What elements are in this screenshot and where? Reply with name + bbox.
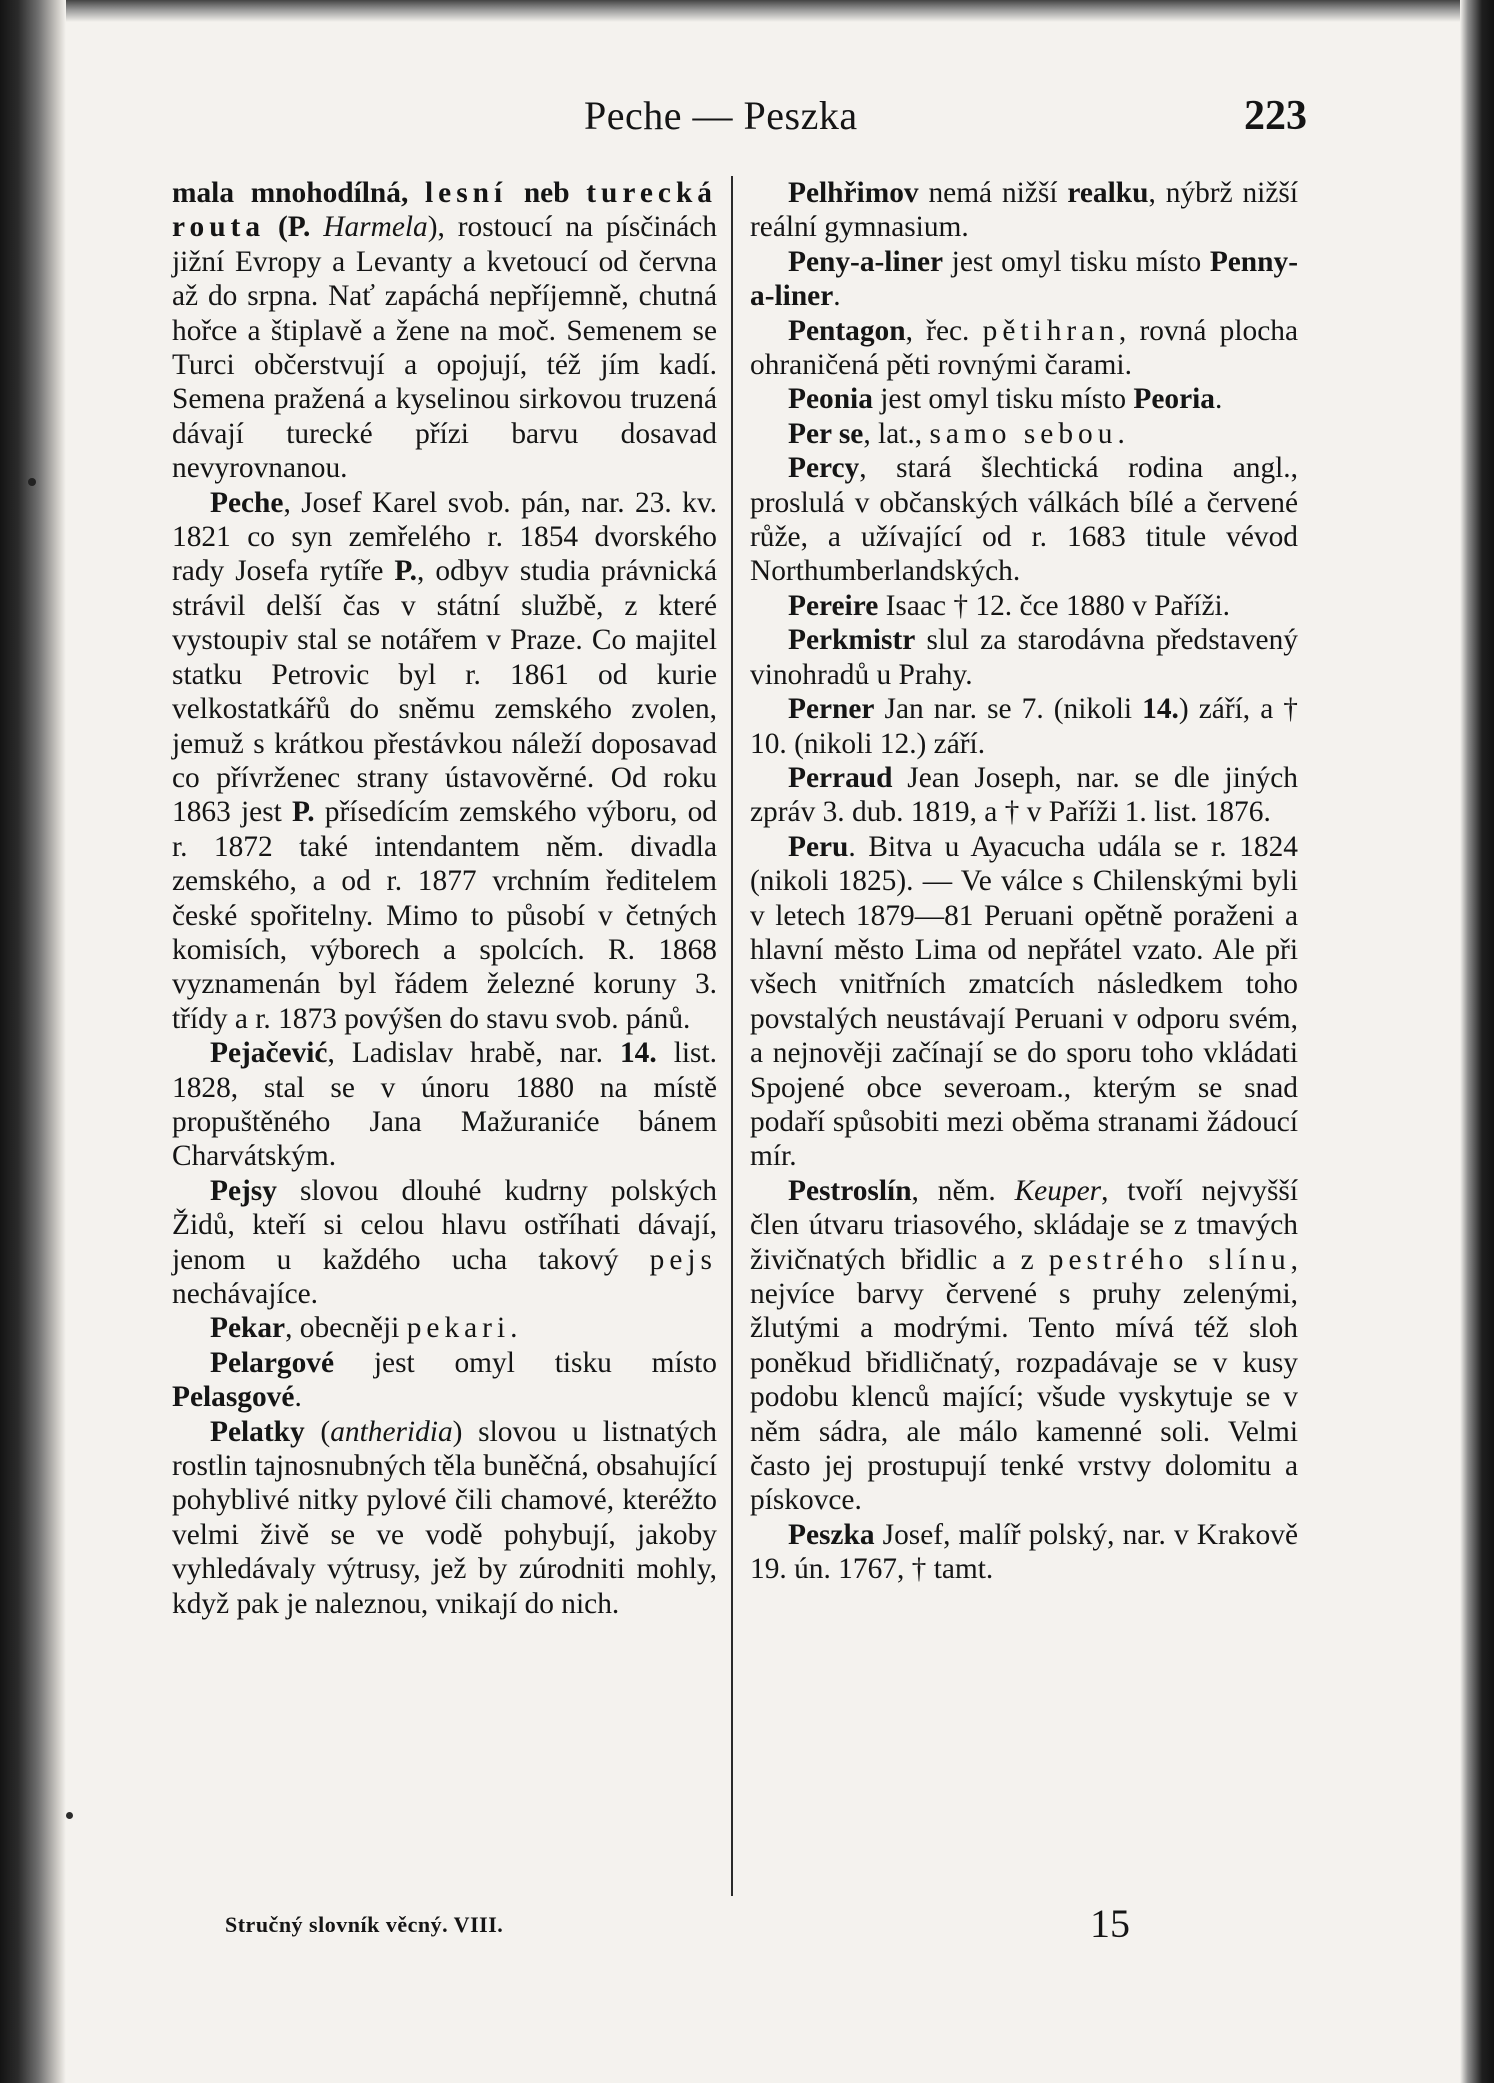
margin-mark — [66, 1812, 73, 1819]
entry-perkmistr: Perkmistr slul za starodávna představený vinohradů u Prahy. — [750, 624, 1298, 691]
scan-edge-left — [0, 0, 66, 2083]
headword: Peonia — [788, 383, 873, 416]
scan-edge-right — [1460, 0, 1494, 2083]
entry-pejacevic: Pejačević, Ladislav hrabě, nar. 14. list. 1828, stal se v únoru 1880 na místě propuštěného Jana Mažuraniće bánem Charvátským. — [172, 1037, 717, 1173]
entry-pelargove: Pelargové jest omyl tisku místo Pelasgové. — [172, 1346, 717, 1414]
headword: Percy — [788, 452, 860, 485]
headword: Pelhřimov — [788, 177, 919, 209]
page-number: 223 — [1244, 93, 1307, 139]
headword: Pejsy — [210, 1174, 277, 1207]
headword: Peny-a-liner — [788, 245, 944, 278]
entry-pestroslin: Pestroslín, něm. Keuper, tvoří nejvyšší člen útvaru triasového, skládaje se z tmavých živičnatých břidlic a z pestrého slínu, nejvíce barvy červené s pruhy zelenými, žlutými a modrými. Tento mívá též sloh poněkud břidličnatý, rozpadávaje se v kusy podobu klenců mající; všude vyskytuje se v něm sádra, ale málo kamenné soli. Velmi často jej prostupují tenké vrstvy dolomitu a pískovce. — [750, 1174, 1298, 1517]
entry-harmala-continuation: mala mnohodílná, lesní neb turecká routa (P. Harmela), rostoucí na písčinách jižní Evropy a Levanty a kvetoucí od června až do srpna. Nať zapáchá nepříjemně, chutná hořce a štiplavě a žene na moč. Semenem se Turci občerstvují a opojují, též jím kadí. Semena pražená a kyselinou sirkovou truzená dávají turecké přízi barvu dosavad nevyrovnanou. — [172, 177, 717, 485]
scan-edge-top — [0, 0, 1494, 22]
running-title: Peche — Peszka — [584, 93, 858, 138]
entry-pejsy: Pejsy slovou dlouhé kudrny polských Židů, kteří si celou hlavu ostříhati dávají, jenom u každého ucha takový pejs nechávajíce. — [172, 1174, 717, 1310]
column-divider — [731, 176, 733, 1896]
headword: Pejačević — [210, 1037, 328, 1070]
headword: Perkmistr — [788, 624, 916, 657]
headword: Pereire — [788, 589, 879, 622]
left-column — [172, 176, 717, 1621]
headword: Pestroslín — [788, 1174, 912, 1207]
entry-peny-a-liner: Peny-a-liner jest omyl tisku místo Penny-a-liner. — [750, 245, 1298, 313]
right-column — [750, 176, 1298, 1587]
running-header — [172, 92, 1307, 142]
entry-pekar: Pekar, obecněji pekari. — [210, 1312, 518, 1345]
entry-pereire: Pereire Isaac † 12. čce 1880 v Paříži. — [788, 589, 1231, 622]
headword: Pelatky — [210, 1415, 305, 1448]
entry-perraud: Perraud Jean Joseph, nar. se dle jiných zpráv 3. dub. 1819, a † v Paříži 1. list. 1876. — [750, 761, 1298, 829]
headword: Peche — [210, 486, 284, 519]
headword: Peru — [788, 830, 849, 863]
entry-pentagon: Pentagon, řec. pětihran, rovná plocha ohraničená pěti rovnými čarami. — [750, 314, 1298, 382]
entry-perner: Perner Jan nar. se 7. (nikoli 14.) září, a † 10. (nikoli 12.) září. — [750, 693, 1298, 760]
headword: Pekar — [210, 1312, 286, 1345]
entry-peonia: Peonia jest omyl tisku místo Peoria. — [788, 383, 1223, 416]
entry-pelatky: Pelatky (antheridia) slovou u listnatých rostlin tajnosnubných těla buněčná, obsahující pohyblivé nitky pylové čili chamové, kteréžto velmi živě se ve vodě pohybují, jakoby vyhledávaly výtrusy, jež by zúrodniti mohly, když pak je naleznou, vnikají do nich. — [172, 1415, 717, 1620]
headword: Perner — [788, 693, 875, 726]
entry-per-se: Per se, lat., samo sebou. — [788, 417, 1125, 450]
entry-peche: Peche, Josef Karel svob. pán, nar. 23. kv. 1821 co syn zemřelého r. 1854 dvorského rady Josefa rytíře P., odbyv studia právnická strávil delší čas v státní službě, z které vystoupiv stal se notářem v Praze. Co majitel statku Petrovic byl r. 1861 od kurie velkostatkářů do sněmu zemského zvolen, jemuž s krátkou přestávkou náleží doposavad co přívrženec strany ústavověrné. Od roku 1863 jest P. přísedícím zemského výboru, od r. 1872 také intendantem něm. divadla zemského, a od r. 1877 vrchním ředitelem české spořitelny. Mimo to působí v četných komisích, výborech a spolcích. R. 1868 vyznamenán byl řádem železné koruny 3. třídy a r. 1873 povýšen do stavu svob. pánů. — [172, 486, 717, 1035]
printer-signature: Stručný slovník věcný. VIII. — [225, 1912, 504, 1937]
headword: Perraud — [788, 761, 893, 794]
margin-mark — [28, 478, 36, 486]
entry-peszka: Peszka Josef, malíř polský, nar. v Krakově 19. ún. 1767, † tamt. — [750, 1518, 1298, 1586]
headword: Per se — [788, 417, 864, 450]
headword: Pentagon — [788, 314, 906, 347]
entry-percy: Percy, stará šlechtická rodina angl., proslulá v občanských válkách bílé a červené růže, a užívající od r. 1683 titule vévod Northumberlandských. — [750, 452, 1298, 588]
headword: Pelargové — [210, 1346, 335, 1379]
entry-pelhrimov: Pelhřimov nemá nižší realku, nýbrž nižší reální gymnasium. — [750, 177, 1298, 244]
headword: Peszka — [788, 1518, 875, 1551]
sheet-number: 15 — [1090, 1901, 1130, 1946]
entry-peru: Peru. Bitva u Ayacucha udála se r. 1824 (nikoli 1825). — Ve válce s Chilenskými byli v letech 1879—81 Peruani opětně poraženi a hlavní město Lima od nepřátel vzato. Ale při všech vnitřních zmatcích následkem toho povstalých neustávají Peruani v odporu svém, a nejnověji začínají se do sporu toho vkládati Spojené obce severoam., kterým se snad podaří spůsobiti mezi oběma stranami žádoucí mír. — [750, 830, 1298, 1173]
